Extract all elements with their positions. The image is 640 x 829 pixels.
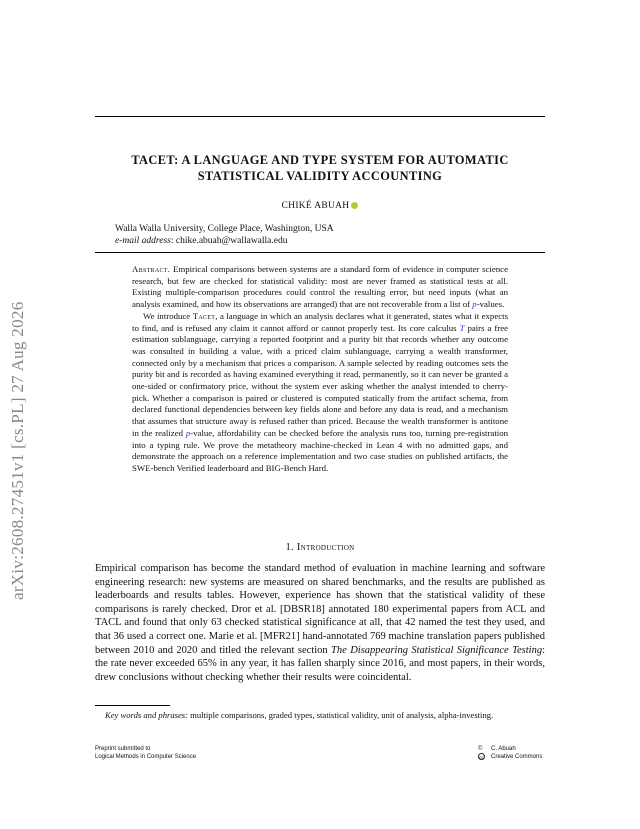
affiliation: Walla Walla University, College Place, Washington, USA: [115, 224, 334, 234]
tacet-name: Tacet: [192, 310, 216, 321]
affiliation-block: [115, 223, 334, 247]
intro-paragraph: Empirical comparison has become the standard method of evaluation in machine learning and software engineering research: new systems are measured on shared benchmarks, and the results are published as leaderboards and results tables. However, experience has shown that the statistical validity of these comparisons is rarely checked. Dror et al. [DBSR18] annotated 180 experimental papers from ACL and TACL and found that only 63 checked statistical significance at all, that 42 named the test they used, and that 36 used a correct one. Marie et al. [MFR21] hand-annotated 769 machine translation papers published between 2010 and 2020 and titled the relevant section The Disappearing Statistical Significance Testing: the rate never exceeded 65% in any year, it has fallen sharply since 2016, and most papers, in their words, drew conclusions without checking whether their results were coincidental.: [95, 563, 546, 683]
cited-title: The Disappearing Statistical Significance Testing: [331, 644, 543, 656]
abstract-paragraph-2: We introduce Tacet, a language in which an analysis declares what it generated, states what it expects to find, and is refused any claim it cannot afford or cannot properly test. Its core calculus T pairs a free estimation sublanguage, carrying a reported footprint and a purity bit that records whether any outcome was consulted in building a value, with a priced claim sublanguage, carrying a wealth transformer, connected only by a mechanism that prices a comparison. A sample selected by reading outcomes sets the purity bit and is recorded as having examined everything it read, permanently, so it can never be granted a one-sided or confirmatory price, without the system ever asking whether the analyst intended to cherry-pick. Whether a comparison is paired or clustered is computed statically from the artifact schema, from declared functional dependencies between key fields alone and before any data is read, and a mechanism that assumes that structure away is refused rather than priced. Because the wealth transformer is antitone in the realized p-value, affordability can be checked before the analysis runs too, turning pre-registration into a typing rule. We prove the metatheory machine-checked in Lean 4 with no admitted gaps, and demonstrate the approach on a reference implementation and two case studies on published artifacts, the SWE-bench Verified leaderboard and BIG-Bench Hard.: [132, 310, 509, 473]
author-name: CHIKÉ ABUAH: [281, 201, 350, 211]
license-line: [478, 753, 542, 761]
license-text: Creative Commons: [491, 754, 543, 761]
abstract-rule: [95, 252, 545, 253]
p-value-symbol[interactable]: p: [472, 299, 477, 310]
author: [95, 201, 545, 211]
footer-right: [478, 745, 542, 761]
footnote-rule: [95, 705, 170, 706]
section-heading: [95, 542, 545, 553]
abstract: [132, 264, 508, 475]
preprint-line: Preprint submitted to: [95, 746, 151, 752]
orcid-icon[interactable]: [351, 202, 358, 209]
section-number: 1.: [285, 542, 294, 553]
abstract-label: Abstract.: [132, 264, 171, 274]
introduction-text: [95, 562, 545, 684]
creative-commons-icon[interactable]: cc: [479, 755, 484, 760]
top-rule: [95, 116, 545, 117]
journal-name: Logical Methods in Computer Science: [95, 754, 197, 760]
copyright-icon: ©: [478, 746, 483, 752]
arxiv-identifier: arXiv:2608.27451v1 [cs.PL] 27 Aug 2026: [8, 301, 27, 600]
calculus-symbol[interactable]: T: [459, 322, 465, 333]
p-value-symbol[interactable]: p: [185, 427, 191, 438]
copyright-holder: C. Abuah: [491, 746, 516, 752]
abstract-paragraph-1: Abstract. Empirical comparisons between systems are a standard form of evidence in computer science research, but few are checked for statistical validity: most are never framed as statistical tests at all. Existing multiple-comparison procedures could control the resulting error, but need inputs (what an analysis examined, and how its observations are arranged) that are not recoverable from a list of p-values.: [132, 264, 508, 310]
copyright-line: [478, 745, 542, 753]
paper-title: TACET: A LANGUAGE AND TYPE SYSTEM FOR AUTOMATIC STATISTICAL VALIDITY ACCOUNTING: [131, 153, 509, 183]
keywords: [95, 710, 545, 721]
keywords-label: Key words and phrases:: [105, 710, 188, 720]
email[interactable]: chike.abuah@wallawalla.edu: [175, 236, 288, 246]
keywords-text: multiple comparisons, graded types, statistical validity, unit of analysis, alpha-investing.: [190, 710, 494, 720]
email-line: e-mail address: chike.abuah@wallawalla.edu: [115, 236, 288, 246]
section-title: Introduction: [296, 542, 355, 553]
email-label: e-mail address: [115, 236, 171, 246]
footer-left: [95, 745, 196, 761]
